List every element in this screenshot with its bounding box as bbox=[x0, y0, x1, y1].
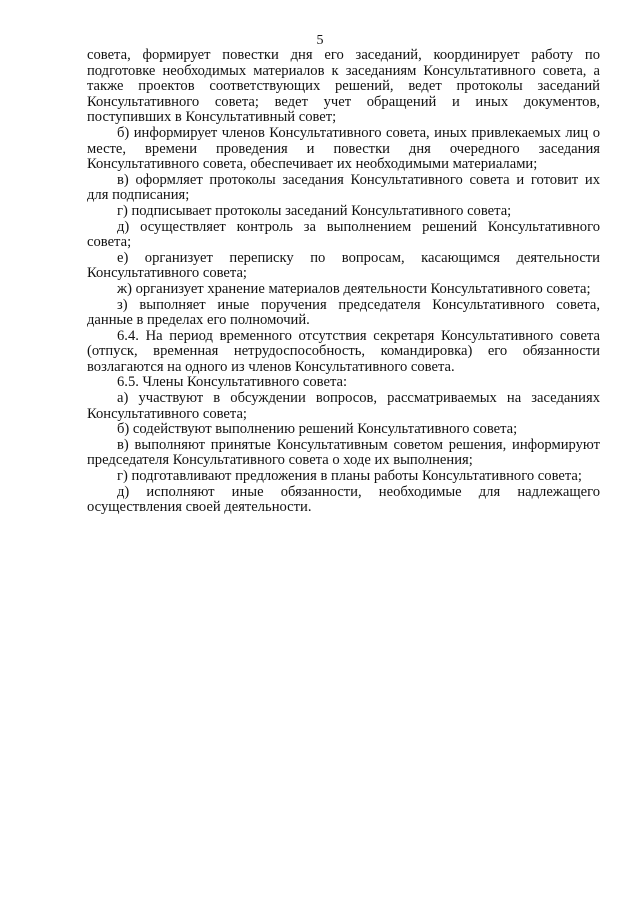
paragraph-v: в) оформляет протоколы заседания Консультативного совета и готовит их для подписания; bbox=[87, 171, 600, 204]
paragraph-zh: ж) организует хранение материалов деятельности Консультативного совета; bbox=[117, 280, 591, 297]
document-body bbox=[87, 48, 600, 516]
paragraph-6-5: 6.5. Члены Консультативного совета: bbox=[117, 374, 348, 391]
page-number: 5 bbox=[316, 33, 324, 48]
paragraph-e: е) организует переписку по вопросам, касающимся деятельности Консультативного совета; bbox=[87, 249, 600, 282]
paragraph-6-5-v: в) выполняют принятые Консультативным советом решения, информируют председателя Консультативного совета о ходе их выполнения; bbox=[87, 436, 600, 469]
paragraph-d: д) осуществляет контроль за выполнением решений Консультативного совета; bbox=[87, 218, 600, 251]
paragraph-b: б) информирует членов Консультативного совета, иных привлекаемых лиц о месте, времени проведения и повестки дня очередного заседания Консультативного совета, обеспечивает их необходимыми материалами; bbox=[87, 124, 600, 173]
paragraph-6-4: 6.4. На период временного отсутствия секретаря Консультативного совета (отпуск, временная нетрудоспособность, командировка) его обязанности возлагаются на одного из членов Консультативного совета. bbox=[87, 327, 600, 375]
paragraph-6-5-d: д) исполняют иные обязанности, необходимые для надлежащего осуществления своей деятельности. bbox=[87, 483, 600, 516]
paragraph-6-5-a: а) участвуют в обсуждении вопросов, рассматриваемых на заседаниях Консультативного совета; bbox=[87, 390, 600, 422]
paragraph-z: з) выполняет иные поручения председателя Консультативного совета, данные в пределах его полномочий. bbox=[87, 296, 600, 329]
paragraph-6-5-b: б) содействуют выполнению решений Консультативного совета; bbox=[117, 421, 518, 438]
paragraph-continuation: совета, формирует повестки дня его заседаний, координирует работу по подготовке необходимых материалов к заседаниям Консультативного совета, а также проектов соответствующих решений, ведет протоколы заседаний Консультативного совета; ведет учет обращений и иных документов, поступивших в Консультативный совет; bbox=[87, 47, 600, 126]
paragraph-g: г) подписывает протоколы заседаний Консультативного совета; bbox=[117, 202, 512, 219]
paragraph-6-5-g: г) подготавливают предложения в планы работы Консультативного совета; bbox=[117, 468, 582, 485]
